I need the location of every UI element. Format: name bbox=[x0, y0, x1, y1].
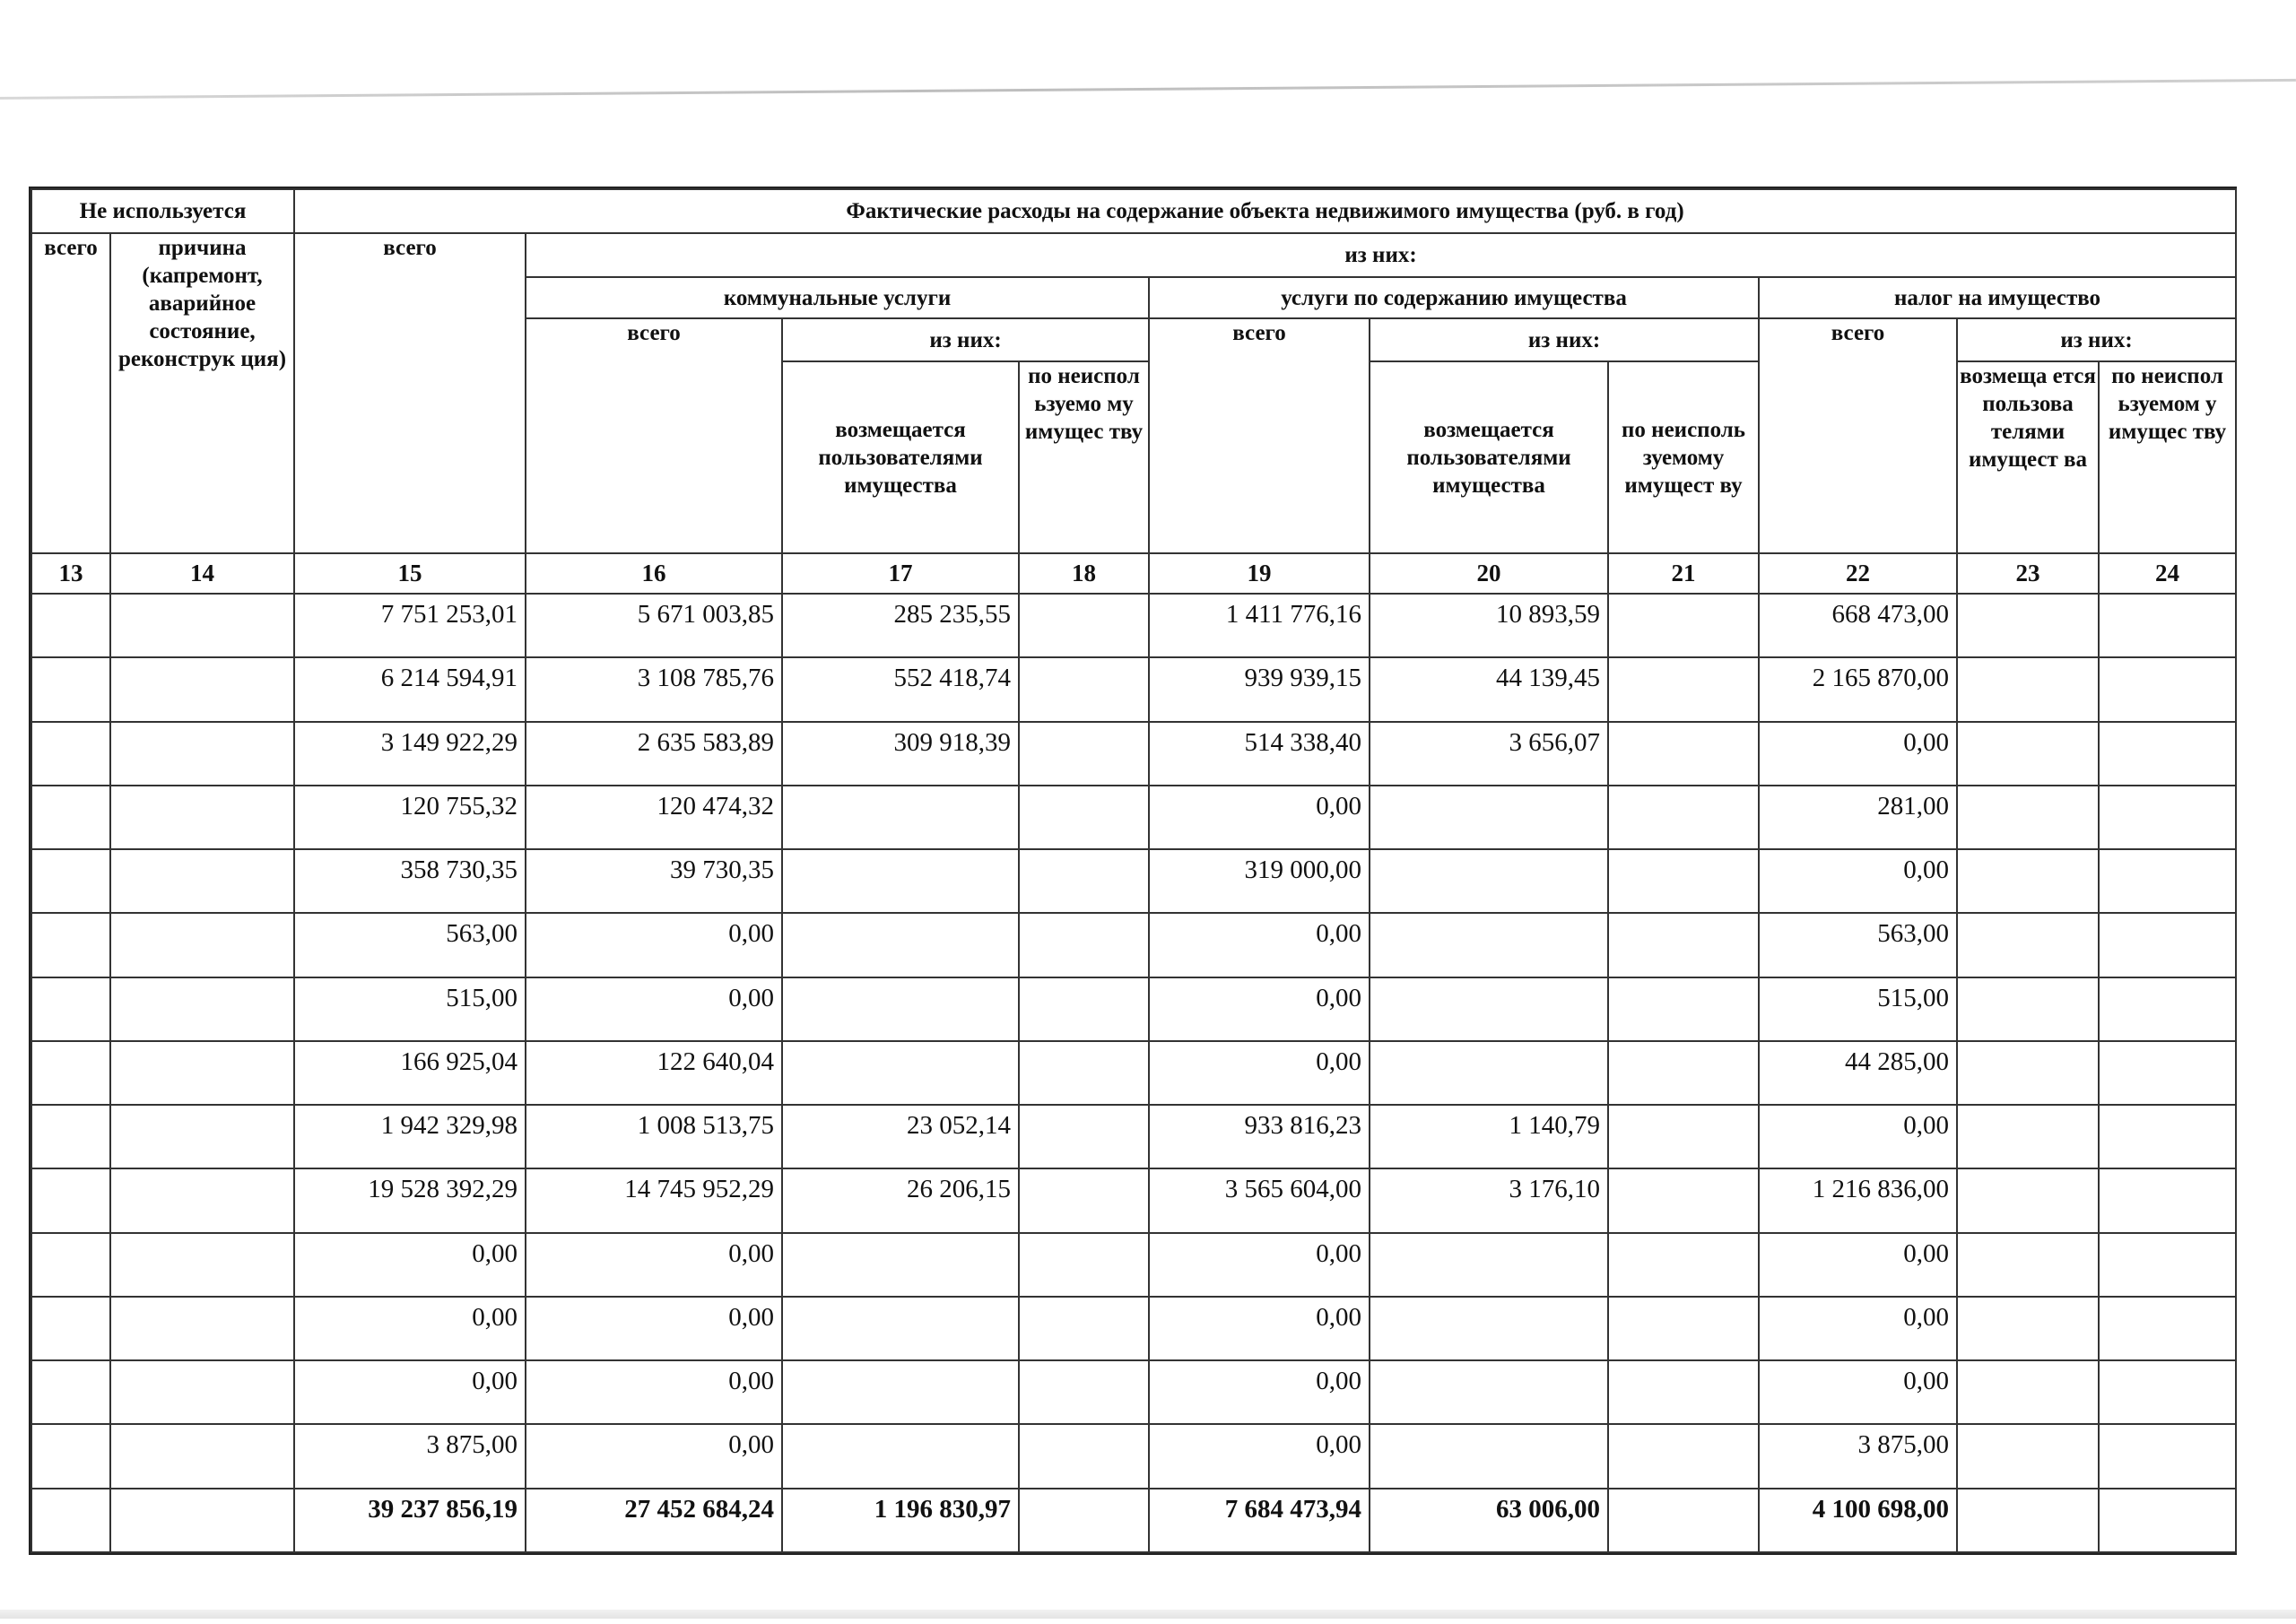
table-cell bbox=[31, 1168, 110, 1232]
table-cell bbox=[31, 1233, 110, 1297]
table-cell: 0,00 bbox=[294, 1297, 526, 1360]
total-cell: 27 452 684,24 bbox=[526, 1489, 782, 1552]
table-cell bbox=[31, 786, 110, 849]
table-cell bbox=[110, 1360, 294, 1424]
table-cell bbox=[1608, 849, 1759, 913]
table-cell bbox=[110, 1424, 294, 1488]
table-cell bbox=[1608, 1360, 1759, 1424]
table-cell bbox=[2099, 849, 2236, 913]
total-cell bbox=[31, 1489, 110, 1552]
table-cell: 515,00 bbox=[294, 977, 526, 1041]
table-cell: 0,00 bbox=[526, 1360, 782, 1424]
table-row bbox=[31, 1424, 2236, 1488]
table-cell bbox=[110, 913, 294, 977]
table-cell: 0,00 bbox=[1759, 1233, 1957, 1297]
total-cell: 63 006,00 bbox=[1370, 1489, 1608, 1552]
header-actual-expenses: Фактические расходы на содержание объекта недвижимого имущества (руб. в год) bbox=[294, 189, 2236, 233]
table-cell: 1 216 836,00 bbox=[1759, 1168, 1957, 1232]
table-cell bbox=[110, 594, 294, 657]
table-cell bbox=[1019, 977, 1149, 1041]
table-cell bbox=[110, 1105, 294, 1168]
table-cell: 3 149 922,29 bbox=[294, 722, 526, 786]
table-cell: 3 875,00 bbox=[294, 1424, 526, 1488]
table-cell: 1 942 329,98 bbox=[294, 1105, 526, 1168]
table-cell: 514 338,40 bbox=[1149, 722, 1370, 786]
column-number: 18 bbox=[1019, 553, 1149, 594]
header-reason: причина (капремонт, аварийное состояние, реконструк ция) bbox=[110, 233, 294, 553]
table-cell: 285 235,55 bbox=[782, 594, 1019, 657]
table-cell: 0,00 bbox=[1149, 1041, 1370, 1105]
table-cell: 14 745 952,29 bbox=[526, 1168, 782, 1232]
table-cell: 563,00 bbox=[294, 913, 526, 977]
table-cell bbox=[31, 594, 110, 657]
table-cell bbox=[1370, 977, 1608, 1041]
table-cell: 3 565 604,00 bbox=[1149, 1168, 1370, 1232]
header-utilities-reimbursed: возмещается пользователями имущества bbox=[782, 361, 1019, 553]
header-maintenance-reimbursed: возмещается пользователями имущества bbox=[1370, 361, 1608, 553]
header-maintenance-of-them: из них: bbox=[1370, 318, 1759, 361]
table-cell bbox=[110, 1168, 294, 1232]
table-cell bbox=[1019, 1297, 1149, 1360]
table-cell bbox=[1608, 977, 1759, 1041]
table-cell bbox=[110, 722, 294, 786]
table-cell: 668 473,00 bbox=[1759, 594, 1957, 657]
table-cell bbox=[31, 977, 110, 1041]
table-cell: 0,00 bbox=[1759, 1360, 1957, 1424]
header-expenses-total: всего bbox=[294, 233, 526, 553]
table-cell bbox=[1370, 849, 1608, 913]
table-cell bbox=[1370, 1233, 1608, 1297]
table-cell bbox=[31, 849, 110, 913]
table-cell: 120 474,32 bbox=[526, 786, 782, 849]
table-cell bbox=[31, 722, 110, 786]
column-number: 23 bbox=[1957, 553, 2099, 594]
total-cell bbox=[2099, 1489, 2236, 1552]
table-body bbox=[31, 594, 2236, 1552]
table-cell bbox=[31, 1105, 110, 1168]
table-cell: 122 640,04 bbox=[526, 1041, 782, 1105]
table-row bbox=[31, 1105, 2236, 1168]
table-cell bbox=[782, 849, 1019, 913]
table-cell bbox=[1608, 1297, 1759, 1360]
table-row bbox=[31, 849, 2236, 913]
table-cell bbox=[2099, 1360, 2236, 1424]
total-cell: 39 237 856,19 bbox=[294, 1489, 526, 1552]
total-cell bbox=[1019, 1489, 1149, 1552]
table-cell: 563,00 bbox=[1759, 913, 1957, 977]
table-cell bbox=[1019, 594, 1149, 657]
table-cell: 0,00 bbox=[526, 1424, 782, 1488]
table-cell: 166 925,04 bbox=[294, 1041, 526, 1105]
table-cell bbox=[2099, 786, 2236, 849]
column-number: 20 bbox=[1370, 553, 1608, 594]
table-cell: 0,00 bbox=[294, 1360, 526, 1424]
table-cell bbox=[1370, 1041, 1608, 1105]
table-cell: 10 893,59 bbox=[1370, 594, 1608, 657]
column-number: 22 bbox=[1759, 553, 1957, 594]
table-cell bbox=[2099, 1105, 2236, 1168]
table-cell: 3 108 785,76 bbox=[526, 657, 782, 721]
table-cell: 515,00 bbox=[1759, 977, 1957, 1041]
table-cell: 281,00 bbox=[1759, 786, 1957, 849]
table-cell: 2 165 870,00 bbox=[1759, 657, 1957, 721]
table-cell bbox=[2099, 1041, 2236, 1105]
header-not-used: Не используется bbox=[31, 189, 294, 233]
table-cell bbox=[1019, 1424, 1149, 1488]
table-cell bbox=[1608, 1041, 1759, 1105]
table-cell bbox=[1957, 1168, 2099, 1232]
table-cell bbox=[782, 1424, 1019, 1488]
table-cell: 19 528 392,29 bbox=[294, 1168, 526, 1232]
table-cell bbox=[1370, 786, 1608, 849]
table-cell: 1 140,79 bbox=[1370, 1105, 1608, 1168]
table-cell: 933 816,23 bbox=[1149, 1105, 1370, 1168]
table-cell bbox=[110, 786, 294, 849]
table-cell: 3 176,10 bbox=[1370, 1168, 1608, 1232]
table-cell bbox=[2099, 1297, 2236, 1360]
table-row bbox=[31, 913, 2236, 977]
table-cell: 0,00 bbox=[1759, 849, 1957, 913]
table-cell bbox=[1957, 722, 2099, 786]
table-cell bbox=[110, 977, 294, 1041]
table-cell bbox=[1608, 722, 1759, 786]
table-cell: 0,00 bbox=[1759, 1297, 1957, 1360]
table-row bbox=[31, 1233, 2236, 1297]
table-cell bbox=[1608, 657, 1759, 721]
column-number-row bbox=[31, 553, 2236, 594]
column-number: 16 bbox=[526, 553, 782, 594]
table-cell bbox=[1957, 1424, 2099, 1488]
expenses-table-sheet bbox=[29, 187, 2237, 1555]
table-cell: 0,00 bbox=[1759, 722, 1957, 786]
table-cell bbox=[1957, 594, 2099, 657]
table-cell: 0,00 bbox=[1149, 1360, 1370, 1424]
table-row bbox=[31, 1041, 2236, 1105]
table-cell bbox=[110, 1297, 294, 1360]
table-cell: 0,00 bbox=[526, 913, 782, 977]
table-cell bbox=[1957, 1233, 2099, 1297]
table-cell bbox=[1608, 594, 1759, 657]
table-cell bbox=[31, 913, 110, 977]
table-cell: 0,00 bbox=[526, 1233, 782, 1297]
table-cell: 552 418,74 bbox=[782, 657, 1019, 721]
table-cell bbox=[1957, 1105, 2099, 1168]
total-cell bbox=[1957, 1489, 2099, 1552]
table-cell bbox=[1608, 1168, 1759, 1232]
table-row bbox=[31, 1168, 2236, 1232]
table-cell: 26 206,15 bbox=[782, 1168, 1019, 1232]
table-cell: 0,00 bbox=[1759, 1105, 1957, 1168]
table-cell bbox=[1957, 849, 2099, 913]
table-cell bbox=[31, 1041, 110, 1105]
table-row bbox=[31, 594, 2236, 657]
table-row bbox=[31, 786, 2236, 849]
table-cell: 120 755,32 bbox=[294, 786, 526, 849]
table-cell bbox=[1957, 1297, 2099, 1360]
table-cell bbox=[1019, 1360, 1149, 1424]
table-row bbox=[31, 722, 2236, 786]
expenses-table bbox=[30, 188, 2237, 1553]
table-cell bbox=[1370, 913, 1608, 977]
table-cell: 319 000,00 bbox=[1149, 849, 1370, 913]
total-cell bbox=[110, 1489, 294, 1552]
table-cell bbox=[2099, 1233, 2236, 1297]
column-number: 13 bbox=[31, 553, 110, 594]
total-cell: 4 100 698,00 bbox=[1759, 1489, 1957, 1552]
table-cell: 7 751 253,01 bbox=[294, 594, 526, 657]
table-cell: 0,00 bbox=[1149, 1233, 1370, 1297]
table-cell bbox=[1957, 913, 2099, 977]
table-cell bbox=[782, 1297, 1019, 1360]
table-cell bbox=[1019, 1168, 1149, 1232]
table-cell bbox=[2099, 657, 2236, 721]
table-cell bbox=[782, 1360, 1019, 1424]
table-row bbox=[31, 1297, 2236, 1360]
table-cell: 0,00 bbox=[294, 1233, 526, 1297]
table-cell bbox=[1608, 1424, 1759, 1488]
table-cell: 0,00 bbox=[1149, 1424, 1370, 1488]
header-property-tax: налог на имущество bbox=[1759, 277, 2236, 318]
table-cell bbox=[1608, 1105, 1759, 1168]
table-cell: 0,00 bbox=[1149, 1297, 1370, 1360]
header-utilities-of-them: из них: bbox=[782, 318, 1149, 361]
table-cell bbox=[2099, 1168, 2236, 1232]
table-cell: 23 052,14 bbox=[782, 1105, 1019, 1168]
scan-edge-bottom bbox=[0, 1610, 2296, 1619]
table-cell bbox=[1608, 1233, 1759, 1297]
table-cell: 0,00 bbox=[1149, 977, 1370, 1041]
table-cell bbox=[782, 786, 1019, 849]
table-cell: 3 875,00 bbox=[1759, 1424, 1957, 1488]
table-cell bbox=[1370, 1424, 1608, 1488]
table-cell: 44 285,00 bbox=[1759, 1041, 1957, 1105]
table-cell bbox=[1019, 913, 1149, 977]
total-cell bbox=[1608, 1489, 1759, 1552]
header-tax-of-them: из них: bbox=[1957, 318, 2236, 361]
table-cell bbox=[1608, 913, 1759, 977]
total-cell: 1 196 830,97 bbox=[782, 1489, 1019, 1552]
column-number: 15 bbox=[294, 553, 526, 594]
header-maintenance-unused: по неисполь зуемому имущест ву bbox=[1608, 361, 1759, 553]
table-cell bbox=[1019, 1041, 1149, 1105]
header-tax-total: всего bbox=[1759, 318, 1957, 553]
table-cell bbox=[782, 913, 1019, 977]
header-of-them: из них: bbox=[526, 233, 2236, 277]
header-tax-unused: по неиспол ьзуемом у имущес тву bbox=[2099, 361, 2236, 553]
table-cell bbox=[1370, 1360, 1608, 1424]
table-cell bbox=[1370, 1297, 1608, 1360]
column-number: 17 bbox=[782, 553, 1019, 594]
table-cell: 0,00 bbox=[1149, 913, 1370, 977]
table-cell bbox=[110, 1041, 294, 1105]
table-cell: 939 939,15 bbox=[1149, 657, 1370, 721]
table-cell bbox=[110, 849, 294, 913]
table-cell bbox=[1957, 977, 2099, 1041]
column-number: 24 bbox=[2099, 553, 2236, 594]
header-utilities-unused: по неиспол ьзуемо му имущес тву bbox=[1019, 361, 1149, 553]
table-cell: 3 656,07 bbox=[1370, 722, 1608, 786]
table-cell: 1 411 776,16 bbox=[1149, 594, 1370, 657]
table-cell bbox=[782, 1041, 1019, 1105]
totals-row bbox=[31, 1489, 2236, 1552]
table-row bbox=[31, 657, 2236, 721]
table-cell: 358 730,35 bbox=[294, 849, 526, 913]
header-not-used-total: всего bbox=[31, 233, 110, 553]
table-row bbox=[31, 1360, 2236, 1424]
table-cell bbox=[1019, 1233, 1149, 1297]
header-maintenance-total: всего bbox=[1149, 318, 1370, 553]
table-cell bbox=[1957, 1041, 2099, 1105]
table-row bbox=[31, 977, 2236, 1041]
table-cell: 5 671 003,85 bbox=[526, 594, 782, 657]
table-cell bbox=[2099, 913, 2236, 977]
table-cell bbox=[1957, 786, 2099, 849]
column-number: 14 bbox=[110, 553, 294, 594]
table-cell: 0,00 bbox=[1149, 786, 1370, 849]
table-cell bbox=[2099, 594, 2236, 657]
table-cell bbox=[110, 657, 294, 721]
header-utilities: коммунальные услуги bbox=[526, 277, 1149, 318]
table-cell: 2 635 583,89 bbox=[526, 722, 782, 786]
table-cell: 0,00 bbox=[526, 1297, 782, 1360]
table-cell bbox=[1019, 722, 1149, 786]
table-cell bbox=[2099, 1424, 2236, 1488]
header-tax-reimbursed: возмеща ется пользова телями имущест ва bbox=[1957, 361, 2099, 553]
table-cell bbox=[31, 1424, 110, 1488]
column-number: 19 bbox=[1149, 553, 1370, 594]
table-cell: 6 214 594,91 bbox=[294, 657, 526, 721]
header-utilities-total: всего bbox=[526, 318, 782, 553]
table-cell: 309 918,39 bbox=[782, 722, 1019, 786]
table-cell bbox=[31, 1297, 110, 1360]
table-cell bbox=[1608, 786, 1759, 849]
table-cell: 1 008 513,75 bbox=[526, 1105, 782, 1168]
scan-edge-top bbox=[0, 79, 2296, 100]
table-cell bbox=[31, 1360, 110, 1424]
table-cell bbox=[1957, 1360, 2099, 1424]
table-cell bbox=[1019, 1105, 1149, 1168]
table-cell bbox=[1019, 849, 1149, 913]
table-cell bbox=[1019, 657, 1149, 721]
table-cell bbox=[1019, 786, 1149, 849]
table-cell bbox=[782, 1233, 1019, 1297]
table-cell bbox=[2099, 722, 2236, 786]
column-number: 21 bbox=[1608, 553, 1759, 594]
table-cell bbox=[1957, 657, 2099, 721]
table-cell: 39 730,35 bbox=[526, 849, 782, 913]
total-cell: 7 684 473,94 bbox=[1149, 1489, 1370, 1552]
table-cell bbox=[31, 657, 110, 721]
table-cell: 44 139,45 bbox=[1370, 657, 1608, 721]
table-cell bbox=[2099, 977, 2236, 1041]
table-cell bbox=[110, 1233, 294, 1297]
table-cell: 0,00 bbox=[526, 977, 782, 1041]
table-cell bbox=[782, 977, 1019, 1041]
header-maintenance-services: услуги по содержанию имущества bbox=[1149, 277, 1759, 318]
